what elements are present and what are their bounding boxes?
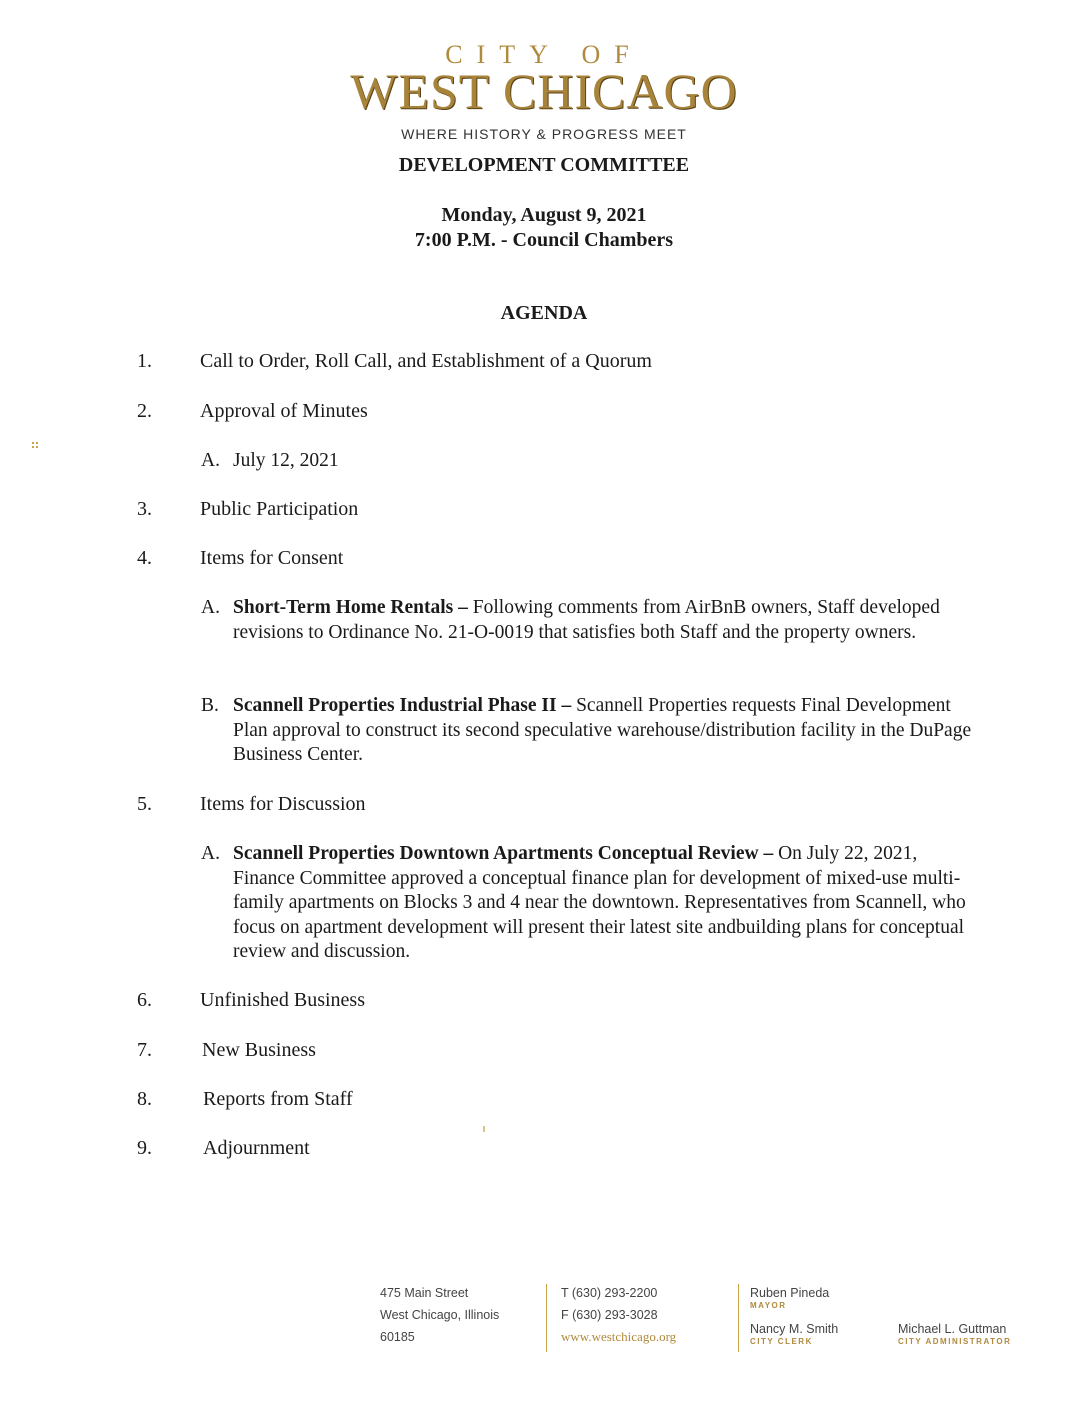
- mayor-role: MAYOR: [750, 1301, 787, 1310]
- footer-clerk: [750, 1321, 838, 1347]
- subitem-letter: A.: [201, 843, 220, 864]
- subitem-text: On July 22, 2021, Finance Committee approved a conceptual finance plan for development of mixed-use multi-family apartments on Blocks 3 and 4 near the downtown. Representatives from Scannell, who focus on apartment development will present their latest site andbuilding plans for conceptual review and discussion.: [233, 843, 966, 962]
- address-city: West Chicago, Illinois: [380, 1308, 500, 1322]
- clerk-name: Nancy M. Smith: [750, 1322, 839, 1336]
- scan-dot-mark: [32, 442, 38, 448]
- website-link[interactable]: www.westchicago.org: [561, 1329, 677, 1344]
- subitem-title: Short-Term Home Rentals –: [233, 597, 468, 618]
- address-street: 475 Main Street: [380, 1286, 469, 1300]
- logo-city-name: WEST CHICAGO: [350, 63, 738, 119]
- item-approval-of-minutes: Approval of Minutes: [200, 400, 368, 422]
- clerk-role: CITY CLERK: [750, 1337, 813, 1346]
- item-public-participation: Public Participation: [200, 498, 359, 520]
- subitem-title: Scannell Properties Downtown Apartments Conceptual Review –: [233, 843, 774, 864]
- subitem-letter: A.: [201, 597, 220, 618]
- footer-administrator: [898, 1321, 1011, 1347]
- item-number: 2.: [137, 400, 152, 422]
- subitem-title: Scannell Properties Industrial Phase II –: [233, 695, 572, 716]
- item-number: 7.: [137, 1039, 152, 1061]
- subitem-letter: B.: [201, 695, 219, 716]
- committee-title: DEVELOPMENT COMMITTEE: [398, 154, 690, 176]
- item-number: 8.: [137, 1088, 152, 1110]
- phone-number: T (630) 293-2200: [561, 1286, 658, 1300]
- item-call-to-order: Call to Order, Roll Call, and Establishment of a Quorum: [200, 350, 652, 372]
- footer-divider: [738, 1284, 739, 1352]
- subitem-text: July 12, 2021: [233, 450, 339, 471]
- subitem-minutes-date: [201, 449, 981, 474]
- item-number: 6.: [137, 989, 152, 1011]
- item-number: 3.: [137, 498, 152, 520]
- item-adjournment: Adjournment: [203, 1137, 310, 1159]
- footer-contact: [561, 1282, 676, 1348]
- logo-city-of: CITY OF: [445, 40, 643, 69]
- meeting-time-place: 7:00 P.M. - Council Chambers: [414, 229, 674, 251]
- item-items-for-discussion: Items for Discussion: [200, 793, 366, 815]
- footer-mayor: [750, 1285, 829, 1311]
- scan-tick-mark: [483, 1126, 485, 1132]
- subitem-text: Following comments from AirBnB owners, Staff developed revisions to Ordinance No. 21-O-0019 that satisfies both Staff and the property owners.: [233, 597, 940, 643]
- subitem-text: Scannell Properties requests Final Development Plan approval to construct its second speculative warehouse/distribution facility in the DuPage Business Center.: [233, 695, 972, 765]
- logo-tagline: WHERE HISTORY & PROGRESS MEET: [401, 126, 687, 142]
- subitem-letter: A.: [201, 450, 220, 471]
- mayor-name: Ruben Pineda: [750, 1286, 830, 1300]
- item-unfinished-business: Unfinished Business: [200, 989, 365, 1011]
- fax-number: F (630) 293-3028: [561, 1308, 658, 1322]
- address-zip: 60185: [380, 1330, 415, 1344]
- item-number: 1.: [137, 350, 152, 372]
- footer-divider: [546, 1284, 547, 1352]
- subitem-scannell-industrial: [201, 694, 981, 768]
- item-reports-from-staff: Reports from Staff: [203, 1088, 353, 1110]
- subitem-scannell-downtown: [201, 842, 981, 965]
- administrator-role: CITY ADMINISTRATOR: [898, 1337, 1012, 1346]
- subitem-short-term-rentals: [201, 596, 981, 645]
- item-new-business: New Business: [202, 1039, 316, 1061]
- meeting-date: Monday, August 9, 2021: [441, 204, 647, 226]
- footer-address: [380, 1282, 499, 1348]
- item-number: 9.: [137, 1137, 152, 1159]
- agenda-title: AGENDA: [500, 302, 588, 324]
- item-number: 4.: [137, 547, 152, 569]
- item-number: 5.: [137, 793, 152, 815]
- administrator-name: Michael L. Guttman: [898, 1322, 1007, 1336]
- item-items-for-consent: Items for Consent: [200, 547, 344, 569]
